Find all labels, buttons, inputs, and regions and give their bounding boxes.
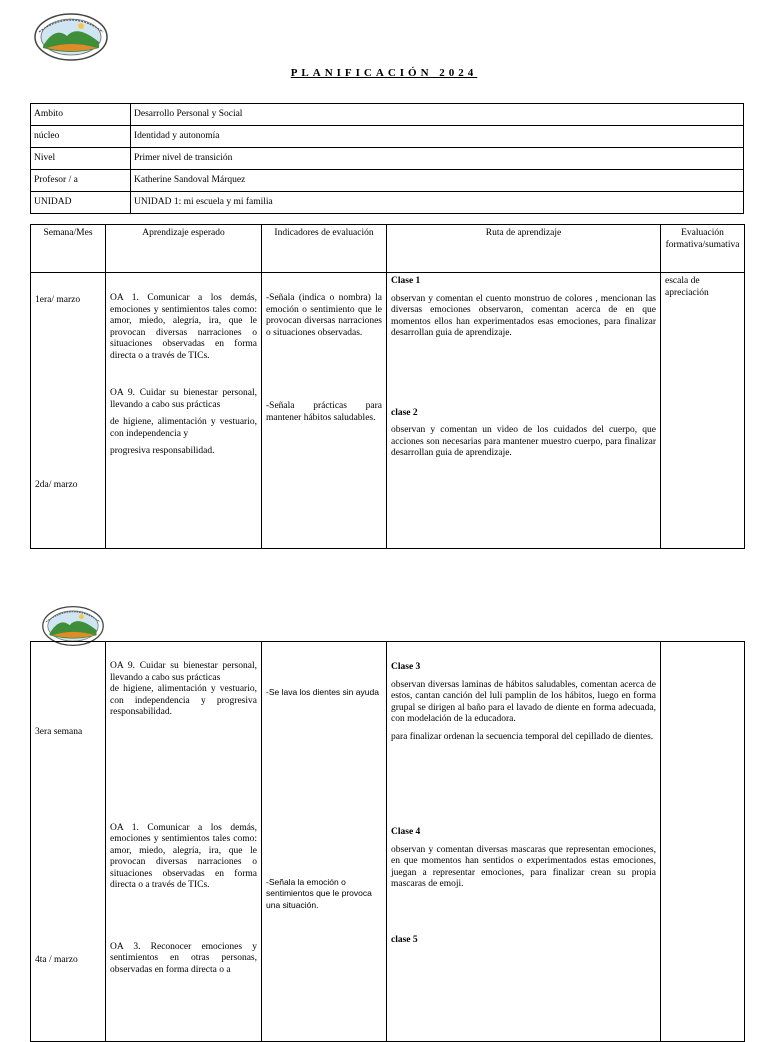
info-row [31, 126, 744, 148]
info-value: Katherine Sandoval Márquez [131, 170, 744, 192]
clase-3-title: Clase 3 [391, 662, 421, 672]
week-label: 3era semana [35, 727, 83, 737]
plan-row [31, 642, 745, 1042]
header-week: Semana/Mes [31, 225, 106, 273]
info-value: Primer nivel de transición [131, 148, 744, 170]
learning-oa1: OA 1. Comunicar a los demás, emociones y sentimientos tales como: amor, miedo, alegría, ira, que le provocan diversas narraciones o situaciones observadas en forma directa o a través de TICs. [110, 293, 257, 361]
info-row [31, 104, 744, 126]
clase-2-title: clase 2 [391, 407, 418, 418]
clase-1-text: observan y comentan el cuento monstruo de colores , mencionan las diversas emociones observaron, comentan acerca de en que momentos ellos han experimentados esas emociones, para finalizar desarrollan guia de aprendizaje. [391, 293, 656, 338]
info-row [31, 170, 744, 192]
info-label: Ambito [31, 104, 131, 126]
info-label: Nivel [31, 148, 131, 170]
clase-3-text-2: para finalizar ordenan la secuencia temporal del cepillado de dientes. [391, 731, 654, 742]
indicators-cell [262, 273, 387, 549]
evaluation-cell [661, 642, 745, 1042]
indicator-1: -Señala (indica o nombra) la emoción o sentimiento que le provocan diversas narraciones o situaciones observadas. [266, 293, 382, 338]
school-logo [33, 12, 109, 62]
clase-4-text: observan y comentan diversas mascaras que representan emociones, en que momentos han sentidos o experimentados estas emociones, juegan a representar emociones, para finalizar crean su propia mascaras de emoji. [391, 844, 656, 889]
indicator-2: -Señala prácticas para mantener hábitos saludables. [266, 401, 382, 423]
info-label: Profesor / a [31, 170, 131, 192]
clase-5-title: clase 5 [391, 934, 418, 945]
info-label: UNIDAD [31, 192, 131, 214]
week-cell [31, 273, 106, 549]
plan-row [31, 273, 745, 549]
learning-oa3: OA 3. Reconocer emociones y sentimientos en otras personas, observadas en forma directa o a [110, 941, 257, 975]
week-label: 4ta / marzo [35, 954, 78, 965]
learning-oa1: OA 1. Comunicar a los demás, emociones y sentimientos tales como: amor, miedo, alegría, ira, que le provocan diversas narraciones o situaciones observadas en forma directa o a través de TICs. [110, 822, 257, 890]
learning-cell [106, 273, 262, 549]
clase-2-text: observan y comentan un video de los cuidados del cuerpo, que acciones son necesarias para mantener muestro cuerpo, para finalizar desarrollan guia de aprendizaje. [391, 425, 656, 458]
info-value: UNIDAD 1: mi escuela y mi familia [131, 192, 744, 214]
learning-oa9: OA 9. Cuidar su bienestar personal, llevando a cabo sus prácticas de higiene, alimentación y vestuario, con independencia y progresiva responsabilidad. [110, 661, 257, 717]
learning-oa9-b: de higiene, alimentación y vestuario, con independencia y [110, 417, 257, 439]
week-label: 1era/ marzo [35, 295, 81, 305]
plan-header-row [31, 225, 745, 273]
plan-table [30, 224, 745, 549]
clase-1-title: Clase 1 [391, 276, 421, 286]
indicator-3: -Se lava los dientes sin ayuda [266, 687, 379, 697]
learning-oa9-c: progresiva responsabilidad. [110, 446, 215, 456]
week-label: 2da/ marzo [35, 479, 78, 490]
page-title: PLANIFICACIÓN 2024 [290, 67, 478, 79]
info-value: Identidad y autonomía [131, 126, 744, 148]
info-table [30, 103, 744, 214]
info-label: núcleo [31, 126, 131, 148]
header-route: Ruta de aprendizaje [387, 225, 661, 273]
header-indicators: Indicadores de evaluación [262, 225, 387, 273]
indicators-cell [262, 642, 387, 1042]
clase-3-text: observan diversas laminas de hábitos saludables, comentan acerca de estos, cantan canción del luli pamplin de los hábitos, luego en forma grupal se dirigen al baño para el lavado de diente en forma adecuada, con modelación de la educadora. [391, 679, 656, 724]
info-row [31, 148, 744, 170]
indicator-4: -Señala la emoción o sentimientos que le provoca una situación. [266, 876, 372, 910]
plan-table-continued [30, 641, 745, 1042]
evaluation-cell: escala de apreciación [661, 273, 745, 549]
clase-4-title: Clase 4 [391, 827, 421, 837]
info-row [31, 192, 744, 214]
week-cell [31, 642, 106, 1042]
learning-oa9-a: OA 9. Cuidar su bienestar personal, llevando a cabo sus prácticas [110, 388, 257, 410]
route-cell [387, 273, 661, 549]
header-learning: Aprendizaje esperado [106, 225, 262, 273]
learning-cell [106, 642, 262, 1042]
route-cell [387, 642, 661, 1042]
info-value: Desarrollo Personal y Social [131, 104, 744, 126]
header-evaluation: Evaluación formativa/sumativa [661, 225, 745, 273]
